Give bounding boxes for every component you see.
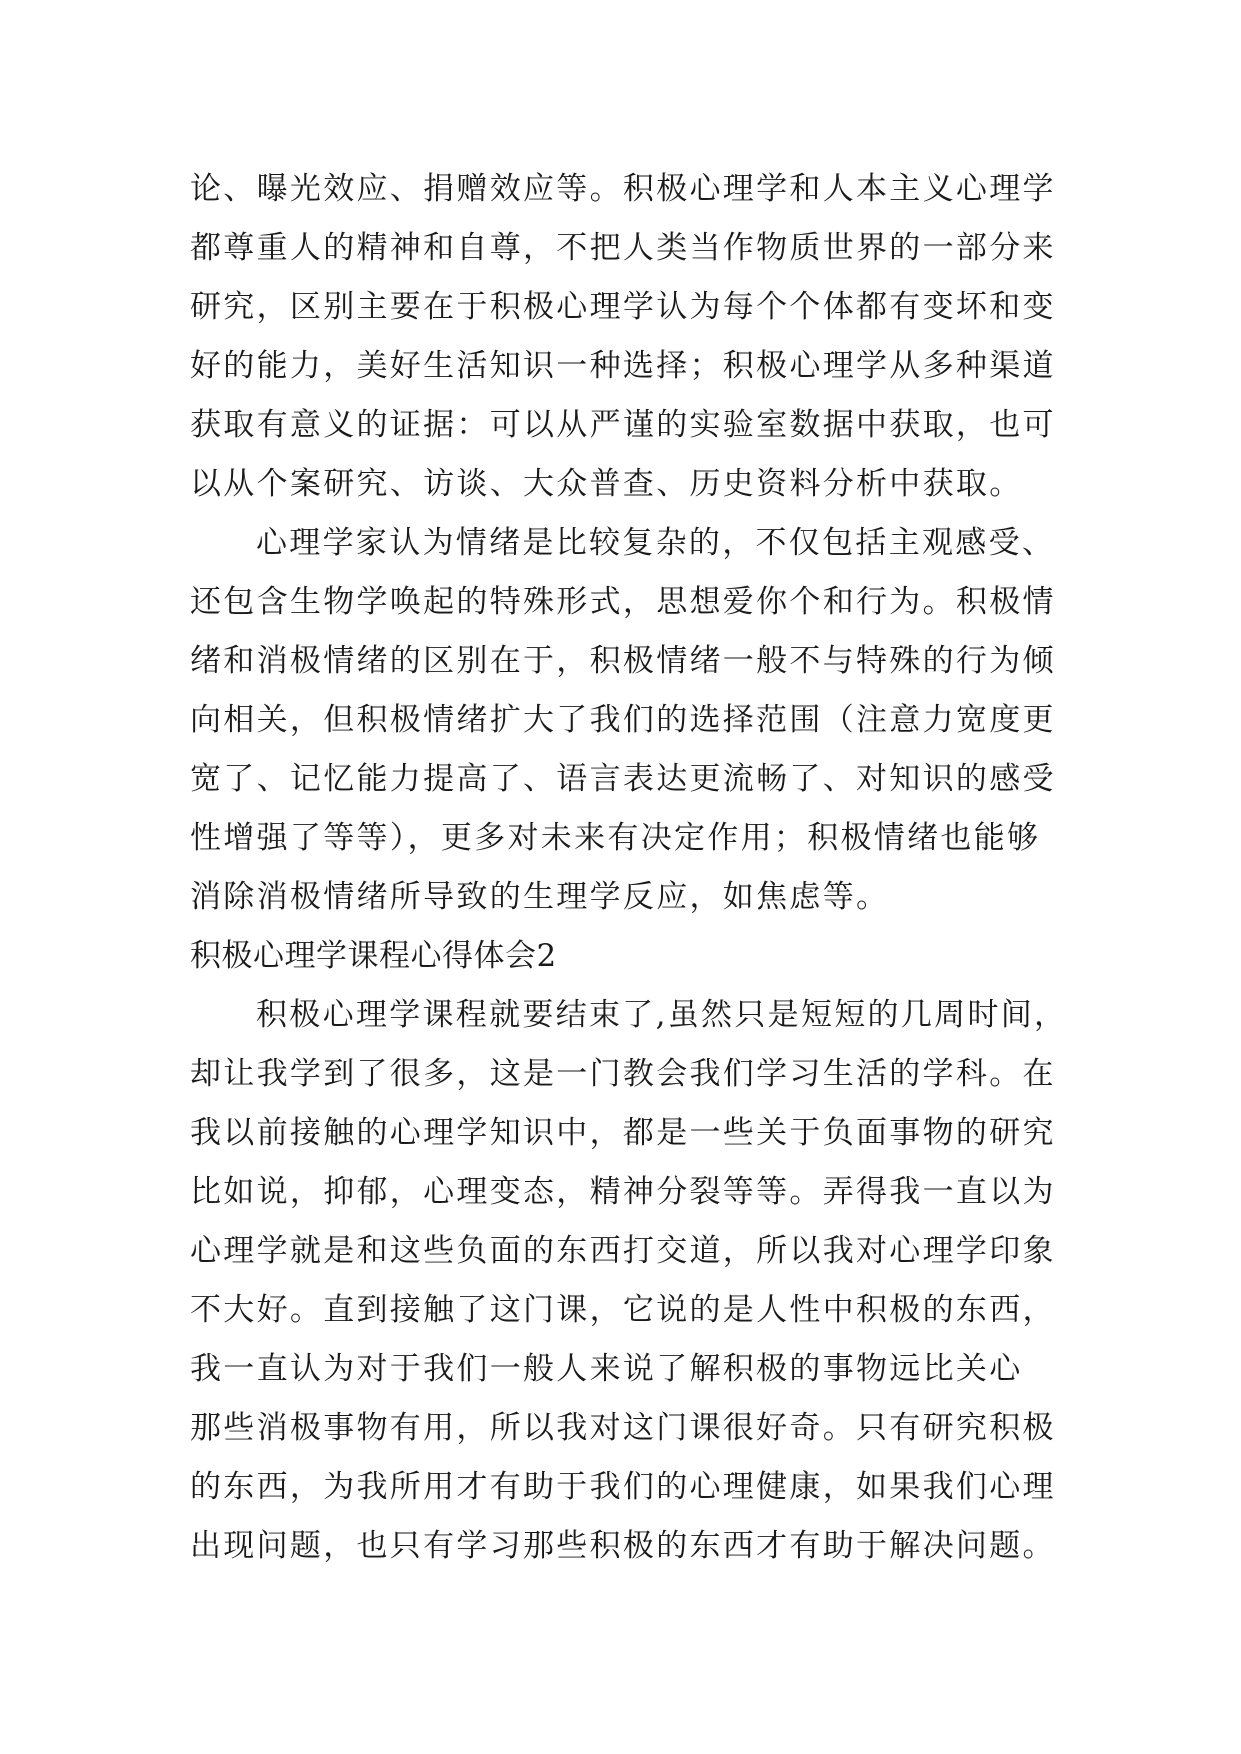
text-line: 我一直认为对于我们一般人来说了解积极的事物远比关心	[190, 1351, 1023, 1387]
text-line: 研究，区别主要在于积极心理学认为每个个体都有变坏和变	[190, 289, 1056, 325]
text-line: 我以前接触的心理学知识中，都是一些关于负面事物的研究	[190, 1115, 1056, 1151]
text-line: 都尊重人的精神和自尊，不把人类当作物质世界的一部分来	[190, 230, 1056, 266]
text-line: 性增强了等等），更多对未来有决定作用；积极情绪也能够	[190, 820, 1041, 856]
text-line: 宽了、记忆能力提高了、语言表达更流畅了、对知识的感受	[190, 761, 1056, 797]
text-line: 绪和消极情绪的区别在于，积极情绪一般不与特殊的行为倾	[190, 643, 1056, 679]
text-line: 好的能力，美好生活知识一种选择；积极心理学从多种渠道	[190, 348, 1056, 384]
text-line: 心理学就是和这些负面的东西打交道，所以我对心理学印象	[190, 1233, 1056, 1269]
text-line: 比如说，抑郁，心理变态，精神分裂等等。弄得我一直以为	[190, 1174, 1056, 1210]
text-line: 出现问题，也只有学习那些积极的东西才有助于解决问题。	[190, 1528, 1056, 1564]
section-heading: 积极心理学课程心得体会2	[190, 938, 557, 974]
text-line: 以从个案研究、访谈、大众普查、历史资料分析中获取。	[190, 466, 1023, 502]
text-line: 还包含生物学唤起的特殊形式，思想爱你个和行为。积极情	[190, 584, 1056, 620]
document-body	[190, 160, 1070, 1576]
text-line: 向相关，但积极情绪扩大了我们的选择范围（注意力宽度更	[190, 702, 1056, 738]
text-line: 论、曝光效应、捐赠效应等。积极心理学和人本主义心理学	[190, 171, 1056, 207]
text-line: 的东西，为我所用才有助于我们的心理健康，如果我们心理	[190, 1469, 1056, 1505]
text-line: 那些消极事物有用，所以我对这门课很好奇。只有研究积极	[190, 1410, 1056, 1446]
text-line: 积极心理学课程就要结束了,虽然只是短短的几周时间，	[256, 997, 1068, 1033]
paragraph-2	[190, 514, 1070, 927]
text-line: 心理学家认为情绪是比较复杂的，不仅包括主观感受、	[256, 525, 1056, 561]
text-line: 却让我学到了很多，这是一门教会我们学习生活的学科。在	[190, 1056, 1056, 1092]
paragraph-1	[190, 160, 1070, 514]
text-line: 获取有意义的证据：可以从严谨的实验室数据中获取，也可	[190, 407, 1056, 443]
text-line: 消除消极情绪所导致的生理学反应，如焦虑等。	[190, 879, 890, 915]
paragraph-3	[190, 986, 1070, 1576]
text-line: 不大好。直到接触了这门课，它说的是人性中积极的东西，	[190, 1292, 1056, 1328]
